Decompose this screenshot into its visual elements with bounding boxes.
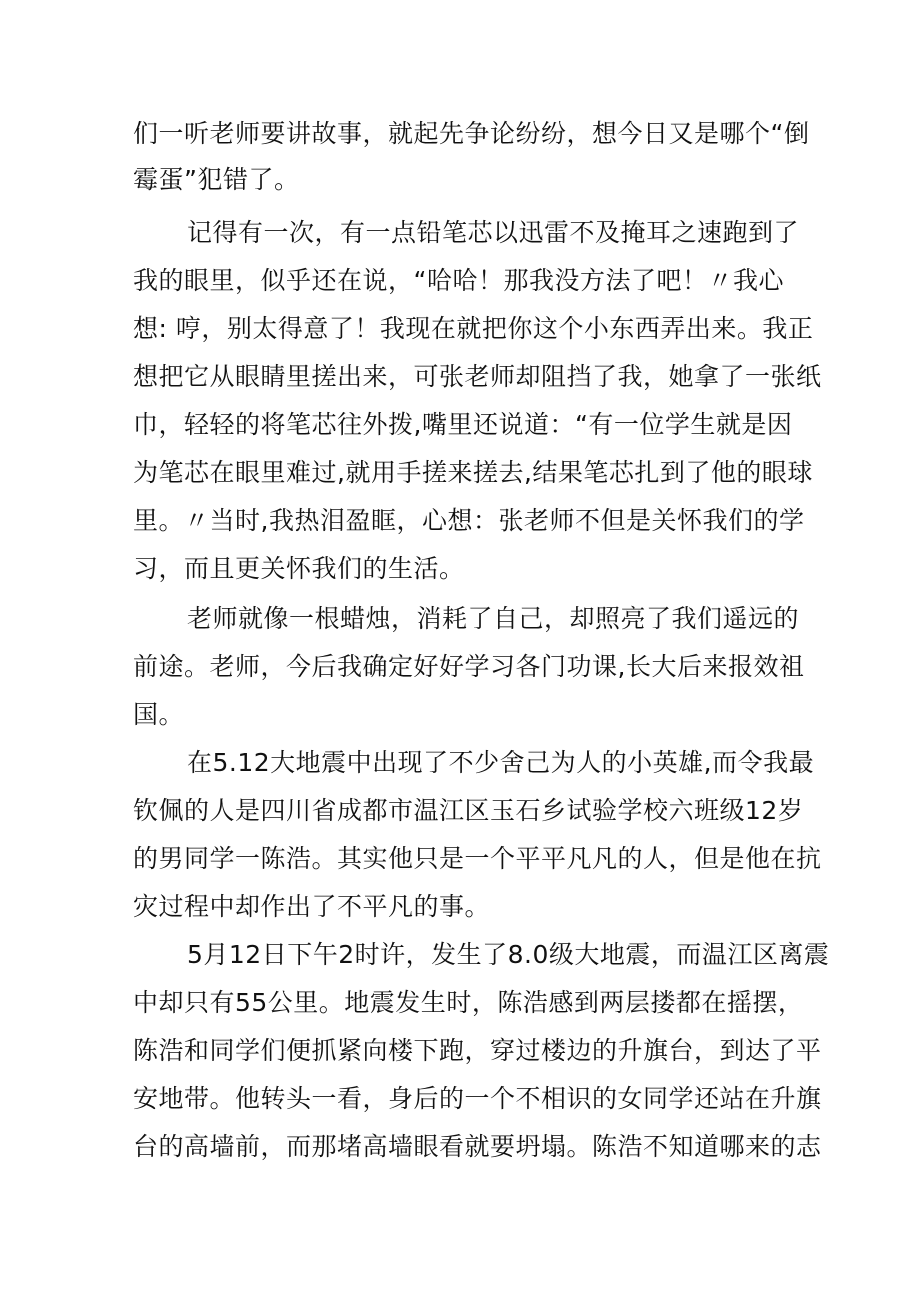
text-line: 想把它从眼睛里搓出来，可张老师却阻挡了我，她拿了一张纸 [133,362,822,391]
text-line: 习，而且更关怀我们的生活。 [133,554,465,583]
text-line: 灾过程中却作出了不平凡的事。 [133,892,491,921]
text-line: 巾，轻轻的将笔芯往外拨,嘴里还说道：“有一位学生就是因 [133,410,793,439]
text-line: 们一听老师要讲故事，就起先争论纷纷，想今日又是哪个“倒 [133,119,810,148]
text-line: 想: 哼，别太得意了！我现在就把你这个小东西弄出来。我正 [133,314,814,343]
text-line: 前途。老师，今后我确定好好学习各门功课,长大后来报效祖 [133,652,805,681]
text-line: 中却只有55公里。地震发生时，陈浩感到两层搂都在摇摆， [133,988,804,1017]
text-line: 里。〃当时,我热泪盈眶，心想：张老师不但是关怀我们的学 [133,506,805,535]
text-line: 的男同学一陈浩。其实他只是一个平平凡凡的人，但是他在抗 [133,844,822,873]
text-line: 为笔芯在眼里难过,就用手搓来搓去,结果笔芯扎到了他的眼球 [133,458,813,487]
text-line: 我的眼里，似乎还在说，“哈哈！那我没方法了吧！〃我心 [133,266,784,295]
text-line: 台的高墙前，而那堵高墙眼看就要坍塌。陈浩不知道哪来的志 [133,1132,822,1161]
text-line: 安地带。他转头一看，身后的一个不相识的女同学还站在升旗 [133,1084,822,1113]
text-line: 霉蛋”犯错了。 [133,165,300,194]
paragraph-first-line: 记得有一次，有一点铅笔芯以迅雷不及掩耳之速跑到了 [187,218,800,247]
paragraph-first-line: 5月12日下午2时许，发生了8.0级大地震，而温江区离震 [187,940,830,969]
paragraph-first-line: 在5.12大地震中出现了不少舍己为人的小英雄,而令我最 [187,748,815,777]
paragraph-first-line: 老师就像一根蜡烛，消耗了自己，却照亮了我们遥远的 [187,604,800,633]
text-line: 陈浩和同学们便抓紧向楼下跑，穿过楼边的升旗台，到达了平 [133,1036,822,1065]
text-line: 钦佩的人是四川省成都市温江区玉石乡试验学校六班级12岁 [133,796,804,825]
text-line: 国。 [133,700,185,729]
